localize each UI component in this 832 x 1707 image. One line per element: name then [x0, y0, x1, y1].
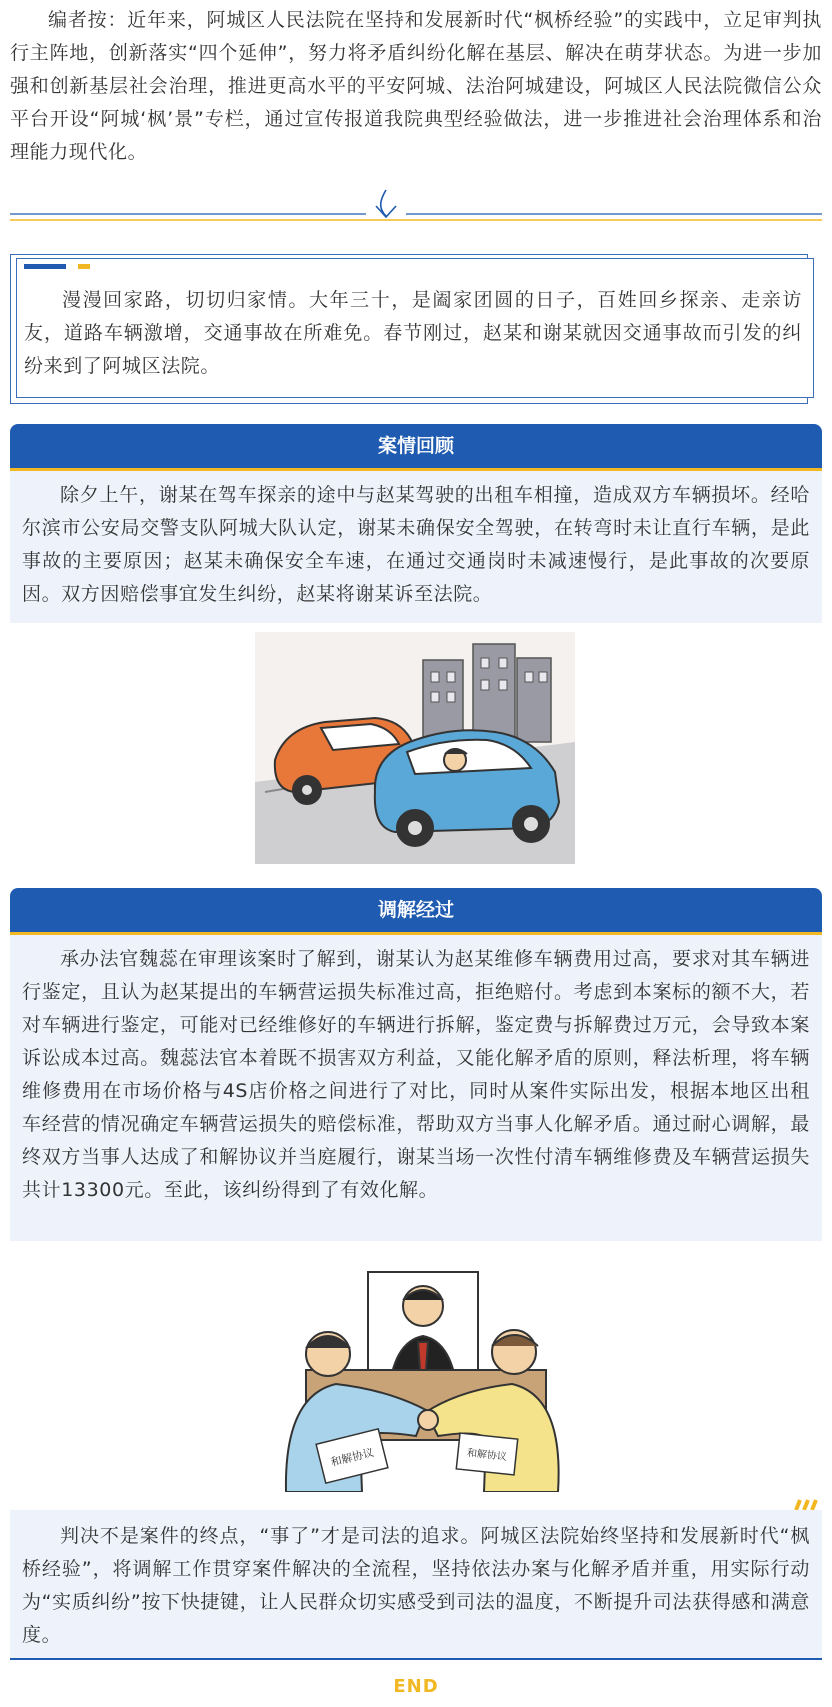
car-accident-illustration	[255, 632, 575, 864]
section-mediation	[10, 935, 822, 1241]
closing-text: 判决不是案件的终点，“事了”才是司法的追求。阿城区法院始终坚持和发展新时代“枫桥经验”，将调解工作贯穿案件解决的全流程，坚持依法办案与化解矛盾并重，用实际行动为“实质纠纷”按下快捷键，让人民群众切实感受到司法的温度，不断提升司法获得感和满意度。	[22, 1525, 810, 1646]
blue-car	[375, 730, 559, 846]
section-title-case-review: 案情回顾	[10, 424, 822, 468]
closing-panel	[10, 1510, 822, 1660]
agreement-doc-right	[456, 1433, 517, 1475]
quote-mark-yellow	[78, 264, 90, 269]
quote-text: 漫漫回家路，切切归家情。大年三十，是阖家团圆的日子，百姓回乡探亲、走亲访友，道路车辆激增，交通事故在所难免。春节刚过，赵某和谢某就因交通事故而引发的纠纷来到了阿城区法院。	[24, 289, 802, 377]
editor-note: 编者按：近年来，阿城区人民法院在坚持和发展新时代“枫桥经验”的实践中，立足审判执行主阵地，创新落实“四个延伸”，努力将矛盾纠纷化解在基层、解决在萌芽状态。为进一步加强和创新基层社会治理，推进更高水平的平安阿城、法治阿城建设，阿城区人民法院微信公众平台开设“阿城‘枫’景”专栏，通过宣传报道我院典型经验做法，进一步推进社会治理体系和治理能力现代化。	[10, 9, 822, 163]
mediation-text: 承办法官魏蕊在审理该案时了解到，谢某认为赵某维修车辆费用过高，要求对其车辆进行鉴定，且认为赵某提出的车辆营运损失标准过高，拒绝赔付。考虑到本案标的额不大，若对车辆进行鉴定，可能对已经维修好的车辆进行拆解，鉴定费与拆解费过万元，会导致本案诉讼成本过高。魏蕊法官本着既不损害双方利益，又能化解矛盾的原则，释法析理，将车辆维修费用在市场价格与4S店价格之间进行了对比，同时从案件实际出发，根据本地区出租车经营的情况确定车辆营运损失的赔偿标准，帮助双方当事人化解矛盾。通过耐心调解，最终双方当事人达成了和解协议并当庭履行，谢某当场一次性付清车辆维修费及车辆营运损失共计13300元。至此，该纠纷得到了有效化解。	[22, 948, 810, 1201]
mediation-illustration	[276, 1260, 568, 1492]
case-review-text: 除夕上午，谢某在驾车探亲的途中与赵某驾驶的出租车相撞，造成双方车辆损坏。经哈尔滨市公安局交警支队阿城大队认定，谢某未确保安全驾驶，在转弯时未让直行车辆，是此事故的主要原因；赵某未确保安全车速，在通过交通岗时未减速慢行，是此事故的次要原因。双方因赔偿事宜发生纠纷，赵某将谢某诉至法院。	[22, 484, 810, 605]
section-title-mediation: 调解经过	[10, 888, 822, 932]
agreement-doc-left-label: 和解协议	[329, 1445, 376, 1470]
handshake-icon	[418, 1410, 438, 1430]
section-case-review	[10, 471, 822, 623]
quote-mark-blue	[24, 264, 66, 269]
end-mark: END	[393, 1676, 439, 1697]
section-divider	[10, 186, 822, 226]
agreement-doc-right-label: 和解协议	[466, 1447, 508, 1464]
arrow-down-icon	[376, 190, 396, 217]
